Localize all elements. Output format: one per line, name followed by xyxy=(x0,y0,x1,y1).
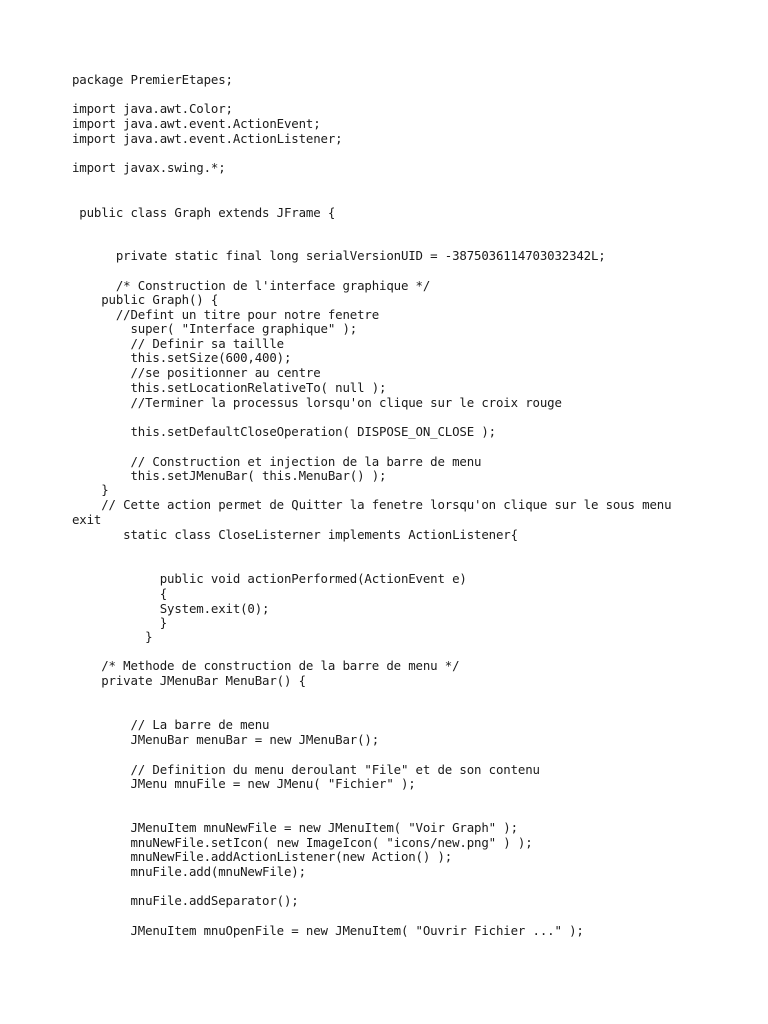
code-line: this.setSize(600,400); xyxy=(72,350,292,365)
code-line: { xyxy=(72,586,168,601)
code-line: // Construction et injection de la barre de menu xyxy=(72,454,482,469)
code-line: super( "Interface graphique" ); xyxy=(72,321,358,336)
code-line: import javax.swing.*; xyxy=(72,160,226,175)
code-line: /* Construction de l'interface graphique */ xyxy=(72,278,431,293)
code-line: static class CloseListerner implements ActionListener{ xyxy=(72,527,518,542)
code-line: JMenu mnuFile = new JMenu( "Fichier" ); xyxy=(72,776,416,791)
code-line: JMenuItem mnuNewFile = new JMenuItem( "Voir Graph" ); xyxy=(72,820,518,835)
code-line: //Defint un titre pour notre fenetre xyxy=(72,307,380,322)
code-line: public Graph() { xyxy=(72,292,219,307)
code-line: } xyxy=(72,482,109,497)
code-line: package PremierEtapes; xyxy=(72,72,233,87)
code-line: public class Graph extends JFrame { xyxy=(72,205,336,220)
code-line: import java.awt.event.ActionEvent; xyxy=(72,116,321,131)
code-line: //se positionner au centre xyxy=(72,365,321,380)
code-line: mnuFile.addSeparator(); xyxy=(72,893,299,908)
code-line: JMenuBar menuBar = new JMenuBar(); xyxy=(72,732,380,747)
code-line: //Terminer la processus lorsqu'on clique sur le croix rouge xyxy=(72,395,562,410)
code-line: // Cette action permet de Quitter la fenetre lorsqu'on clique sur le sous menu xyxy=(72,497,672,512)
code-line: public void actionPerformed(ActionEvent e) xyxy=(72,571,467,586)
code-line: mnuNewFile.addActionListener(new Action() ); xyxy=(72,849,453,864)
code-line: JMenuItem mnuOpenFile = new JMenuItem( "Ouvrir Fichier ..." ); xyxy=(72,923,584,938)
code-line: } xyxy=(72,629,153,644)
code-line: mnuNewFile.setIcon( new ImageIcon( "icons/new.png" ) ); xyxy=(72,835,533,850)
code-line: import java.awt.Color; xyxy=(72,101,233,116)
code-line: private static final long serialVersionUID = -3875036114703032342L; xyxy=(72,248,606,263)
code-line: this.setDefaultCloseOperation( DISPOSE_ON_CLOSE ); xyxy=(72,424,496,439)
code-line: /* Methode de construction de la barre de menu */ xyxy=(72,658,460,673)
code-line: this.setJMenuBar( this.MenuBar() ); xyxy=(72,468,387,483)
code-line: this.setLocationRelativeTo( null ); xyxy=(72,380,387,395)
code-line: System.exit(0); xyxy=(72,601,270,616)
code-line: // La barre de menu xyxy=(72,717,270,732)
code-line: private JMenuBar MenuBar() { xyxy=(72,673,306,688)
code-line: import java.awt.event.ActionListener; xyxy=(72,131,343,146)
code-line: mnuFile.add(mnuNewFile); xyxy=(72,864,306,879)
code-line: } xyxy=(72,615,168,630)
code-line: // Definir sa taillle xyxy=(72,336,284,351)
code-line: exit xyxy=(72,512,102,527)
code-line: // Definition du menu deroulant "File" et de son contenu xyxy=(72,762,540,777)
